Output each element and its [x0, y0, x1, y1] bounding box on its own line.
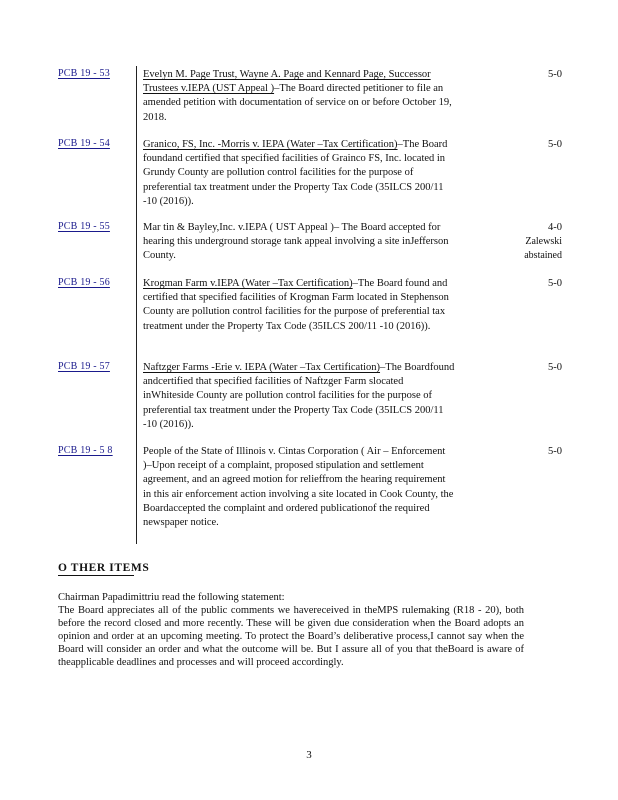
- vote-count: 4-0: [548, 222, 562, 233]
- case-number-link[interactable]: PCB 19 - 53: [58, 68, 110, 79]
- case-description: [143, 138, 455, 209]
- case-number-link[interactable]: PCB 19 - 56: [58, 277, 110, 288]
- table-divider: [136, 66, 137, 544]
- page-number: 3: [306, 749, 312, 761]
- vote-count: 5-0: [548, 446, 562, 457]
- vote-count: 5-0: [548, 139, 562, 150]
- vote-cell: [502, 221, 562, 264]
- case-title: People of the State of Illinois v. Cintas Corporation ( Air – Enforcement ): [143, 446, 446, 472]
- case-description: [143, 277, 455, 334]
- vote-cell: [502, 277, 562, 291]
- vote-cell: [502, 445, 562, 459]
- vote-count: 5-0: [548, 362, 562, 373]
- case-summary: –The Board directed petitioner to file an amended petition with documentation of service on or before October 19, 2018.: [143, 83, 452, 123]
- case-summary: –Upon receipt of a complaint, proposed stipulation and settlement agreement, and an agreed motion for relieffrom the hearing requirement in this air enforcement action involving a site located in Cook County, the Boardaccepted the complaint and ordered publicationof the required newspaper notice.: [143, 460, 454, 529]
- chairman-statement: The Board appreciates all of the public comments we havereceived in theMPS rulemaking (R18 - 20), both before the record closed and more recently. These will be given due consideration when the Board adopts an opinion and order at an upcoming meeting. To protect the Board’s deliberative process,I cannot say when the Board will consider an order and what the outcome will be. But I assure all of you that theBoard is aware of theapplicable deadlines and processes and will proceed accordingly.: [58, 605, 524, 668]
- case-description: [143, 68, 455, 125]
- other-items-body: [58, 591, 524, 669]
- vote-count: 5-0: [548, 69, 562, 80]
- other-items-heading: [58, 562, 149, 576]
- case-description: [143, 361, 455, 432]
- case-description: [143, 221, 455, 264]
- case-summary: –The Board foundand certified that specified facilities of Grainco FS, Inc. located in Grundy County are pollution control facilities for the purpose of preferential tax treatment under the Property Tax Code (35ILCS 200/11 -10 (2016)).: [143, 139, 448, 207]
- case-description: [143, 445, 455, 530]
- case-title: Evelyn M. Page Trust, Wayne A. Page and Kennard Page, Successor Trustees v.IEPA (UST Appeal ): [143, 69, 431, 95]
- vote-count: 5-0: [548, 278, 562, 289]
- statement-intro: Chairman Papadimittriu read the following statement:: [58, 592, 285, 603]
- case-title: Naftzger Farms -Erie v. IEPA (Water –Tax Certification): [143, 362, 381, 373]
- case-number-link[interactable]: PCB 19 - 55: [58, 221, 110, 232]
- case-number-link[interactable]: PCB 19 - 54: [58, 138, 110, 149]
- section-heading-text: O THER ITEMS: [58, 562, 150, 574]
- case-summary: –The Board found and certified that specified facilities of Krogman Farm located in Stephenson County are pollution control facilities for the purpose of preferential tax treatment under the Property Tax Code (35ILCS 200/11 -10 (2016)).: [143, 278, 449, 332]
- case-title: Krogman Farm v.IEPA (Water –Tax Certification): [143, 278, 353, 289]
- case-summary: –The Boardfound andcertified that specified facilities of Naftzger Farm slocated inWhiteside County are pollution control facilities for the purpose of preferential tax treatment under the Property Tax Code (35ILCS 200/11 -10 (2016)).: [143, 362, 455, 430]
- case-summary: – The Board accepted for hearing this underground storage tank appeal involving a site inJefferson County.: [143, 222, 449, 262]
- vote-cell: [502, 68, 562, 82]
- case-title: Granico, FS, Inc. -Morris v. IEPA (Water –Tax Certification): [143, 139, 398, 150]
- vote-cell: [502, 138, 562, 152]
- heading-underline: [58, 575, 134, 576]
- case-title: Mar tin & Bayley,Inc. v.IEPA ( UST Appeal ): [143, 222, 334, 233]
- case-number-link[interactable]: PCB 19 - 57: [58, 361, 110, 372]
- case-number-link[interactable]: PCB 19 - 5 8: [58, 445, 113, 456]
- vote-cell: [502, 361, 562, 375]
- vote-note: Zalewski abstained: [524, 236, 562, 262]
